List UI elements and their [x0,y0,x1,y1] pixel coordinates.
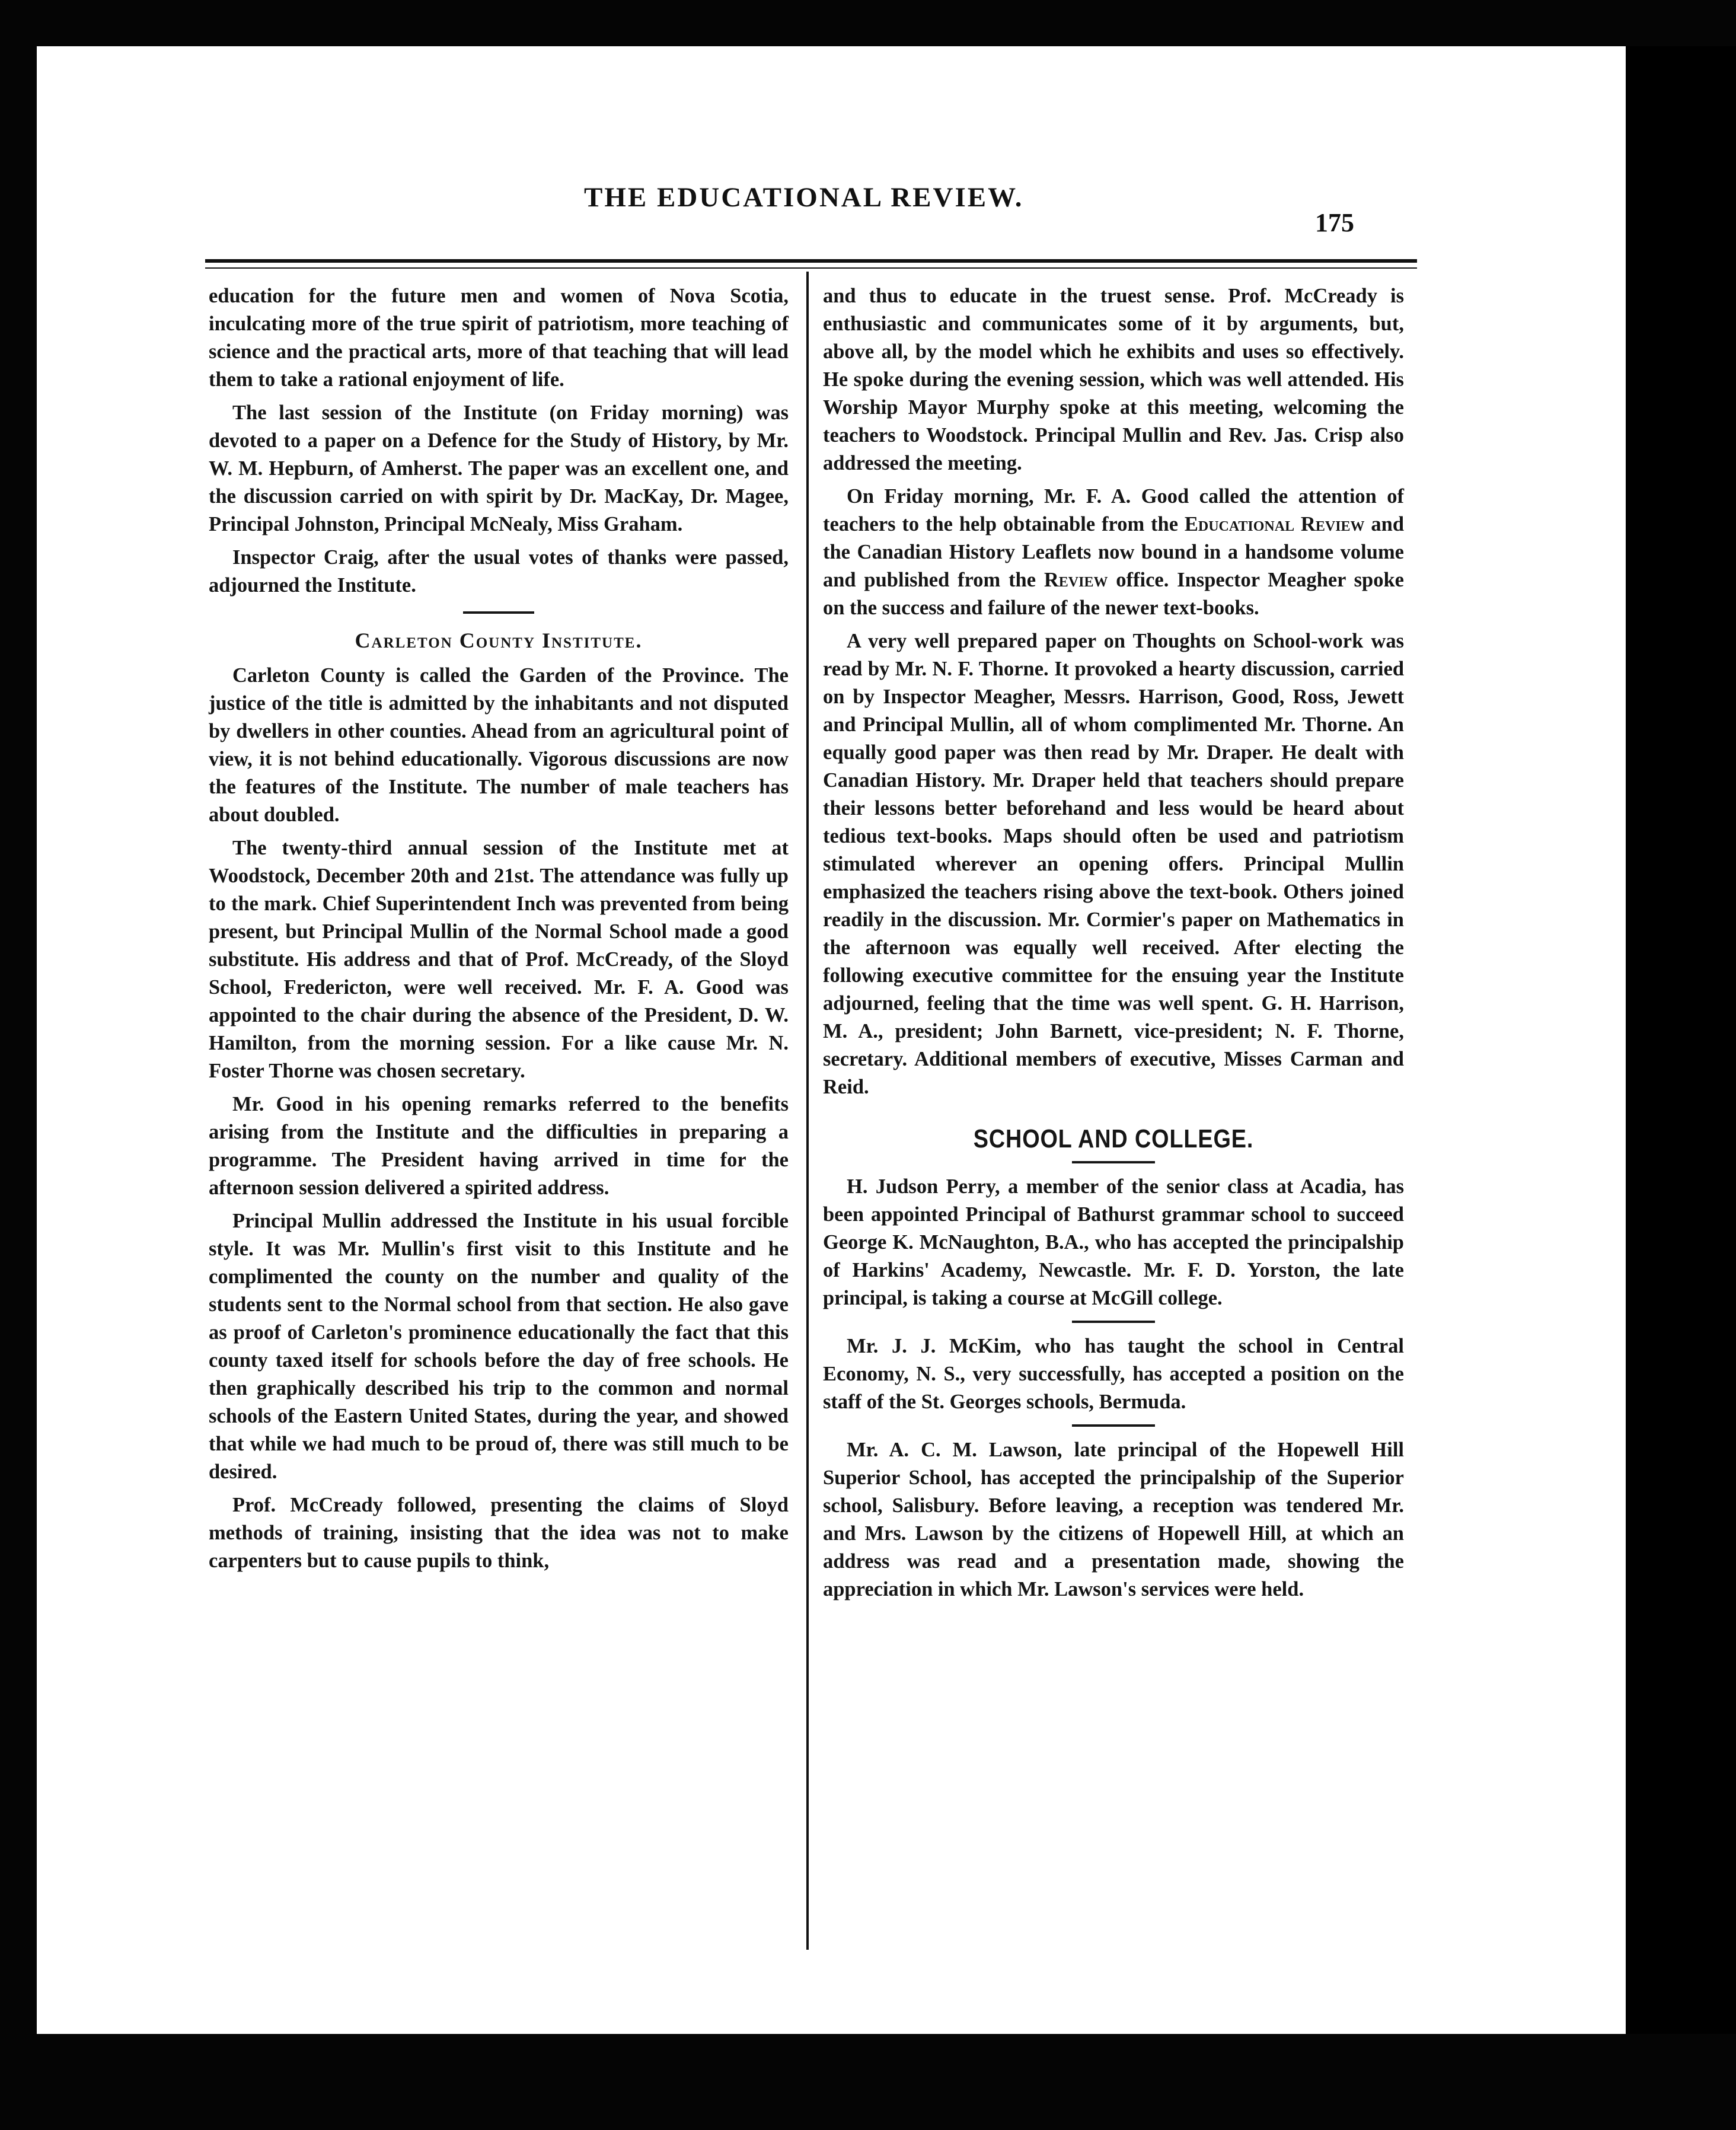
paragraph: Inspector Craig, after the usual votes of thanks were passed, adjourned the Institute. [209,546,789,597]
scanned-page [37,46,1626,2034]
publication-name: Review [1043,569,1108,591]
text-run: On Friday morning, Mr. F. A. Good called the attention of teachers to the help obtainable from the [823,485,1404,535]
paragraph: H. Judson Perry, a member of the senior class at Acadia, has been appointed Principal of Bathurst grammar school to succeed George K. McNaughton, B.A., who has accepted the principalship of Harkins' Academy, Newcastle. Mr. F. D. Yorston, the late principal, is taking a course at McGill college. [823,1175,1404,1309]
paragraph: Mr. A. C. M. Lawson, late principal of the Hopewell Hill Superior School, has accepted the principalship of the Superior school, Salisbury. Before leaving, a reception was tendered Mr. and Mrs. Lawson by the citizens of Hopewell Hill, at which an address was read and a presentation made, showing the appreciation in which Mr. Lawson's services were held. [823,1439,1404,1600]
running-head: THE EDUCATIONAL REVIEW. [584,182,1024,213]
section-rule [463,611,534,614]
section-rule [1072,1161,1155,1163]
text-run: and the Canadian History Leaflets now bound in a handsome volume and published from the [823,513,1405,591]
paragraph: Carleton County is called the Garden of the Province. The justice of the title is admitted by the inhabitants and not disputed by dwellers in other counties. Ahead from an agricultural point of view, it is not behind educationally. Vigorous discussions are now the features of the Institute. The number of male teachers has about doubled. [209,664,789,826]
item-rule [1072,1424,1155,1427]
paragraph: Prof. McCready followed, presenting the claims of Sloyd methods of training, insisting that the idea was not to make carpenters but to cause pupils to think, [209,1494,789,1572]
paragraph: Principal Mullin addressed the Institute in his usual forcible style. It was Mr. Mullin's first visit to this Institute and he complimented the county on the number and quality of the students sent to the Normal school from that section. He also gave as proof of Carleton's prominence educationally the fact that this county taxed itself for schools before the day of free schools. He then graphically described his trip to the common and normal schools of the Eastern United States, during the year, and showed that while we had much to be proud of, there was still much to be desired. [209,1210,789,1483]
paragraph [823,483,1404,622]
film-border-bottom [0,2034,1736,2130]
right-column [823,282,1404,1609]
column-divider [806,272,809,1950]
text-run: office. Inspector Meagher spoke on the success and failure of the newer text-books. [823,569,1404,619]
paragraph: The last session of the Institute (on Friday morning) was devoted to a paper on a Defence for the Study of History, by Mr. W. M. Hepburn, of Amherst. The paper was an excellent one, and the discussion carried on with spirit by Dr. MacKay, Dr. Magee, Principal Johnston, Principal McNealy, Miss Graham. [209,401,789,535]
film-border-left [0,0,37,2130]
header-rule [205,259,1417,263]
item-rule [1072,1321,1155,1323]
paragraph: A very well prepared paper on Thoughts on School-work was read by Mr. N. F. Thorne. It provoked a hearty discussion, carried on by Inspector Meagher, Messrs. Harrison, Good, Ross, Jewett and Principal Mullin, all of whom complimented Mr. Thorne. An equally good paper was then read by Mr. Draper. He dealt with Canadian History. Mr. Draper held that teachers should prepare their lessons better beforehand and less would be heard about tedious text-books. Maps should often be used and patriotism stimulated wherever an opening offers. Principal Mullin emphasized the teachers rising above the text-book. Others joined readily in the discussion. Mr. Cormier's paper on Mathematics in the afternoon was equally well received. After electing the following executive committee for the ensuing year the Institute adjourned, feeling that the time was well spent. G. H. Harrison, M. A., president; John Barnett, vice-president; N. F. Thorne, secretary. Additional members of executive, Misses Carman and Reid. [823,630,1404,1098]
publication-name: Educational Review [1184,513,1365,535]
paragraph: Mr. Good in his opening remarks referred to the benefits arising from the Institute and the difficulties in preparing a programme. The President having arrived in time for the afternoon session delivered a spirited address. [209,1093,789,1199]
left-column [209,282,789,1580]
section-heading: SCHOOL AND COLLEGE. [973,1124,1254,1153]
paragraph: Mr. J. J. McKim, who has taught the school in Central Economy, N. S., very successfully, has accepted a position on the staff of the St. Georges schools, Bermuda. [823,1335,1404,1413]
page-number: 175 [1315,208,1354,237]
header-rule-thin [205,267,1417,269]
paragraph: The twenty-third annual session of the Institute met at Woodstock, December 20th and 21st. The attendance was fully up to the mark. Chief Superintendent Inch was prevented from being present, but Principal Mullin of the Normal School made a good substitute. His address and that of Prof. McCready, of the Sloyd School, Fredericton, were well received. Mr. F. A. Good was appointed to the chair during the absence of the President, D. W. Hamilton, from the morning session. For a like cause Mr. N. Foster Thorne was chosen secretary. [209,837,789,1082]
paragraph: and thus to educate in the truest sense. Prof. McCready is enthusiastic and communicates some of it by arguments, but, above all, by the model which he exhibits and uses so effectively. He spoke during the evening session, which was well attended. His Worship Mayor Murphy spoke at this meeting, welcoming the teachers to Woodstock. Principal Mullin and Rev. Jas. Crisp also addressed the meeting. [823,285,1404,474]
film-border-top [0,0,1736,46]
section-heading: Carleton County Institute. [355,629,643,652]
paragraph: education for the future men and women of Nova Scotia, inculcating more of the true spirit of patriotism, more teaching of science and the practical arts, more of that teaching that will lead them to take a rational enjoyment of life. [209,285,789,391]
